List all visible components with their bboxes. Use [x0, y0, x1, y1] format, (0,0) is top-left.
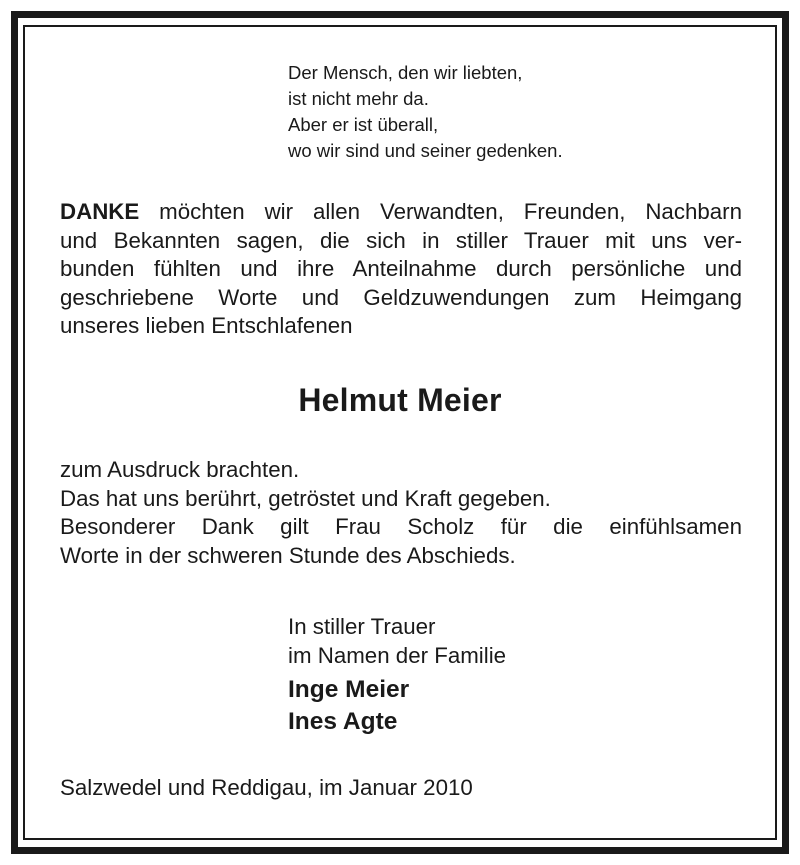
place-date: Salzwedel und Reddigau, im Januar 2010 — [60, 775, 473, 800]
expression-line: Worte in der schweren Stunde des Abschieds. — [60, 542, 516, 568]
expression-line: Besonderer Dank gilt Frau Scholz für die einfühlsamen — [60, 514, 742, 539]
expression-paragraph — [60, 456, 742, 570]
thanks-line: bunden fühlten und ihre Anteilnahme durch persönliche und — [60, 256, 742, 281]
expression-line: zum Ausdruck brachten. — [60, 457, 300, 482]
thanks-lead-word: DANKE — [60, 199, 140, 224]
thanks-line: geschriebene Worte und Geldzuwendungen zum Heimgang — [60, 284, 742, 310]
thanks-paragraph — [60, 198, 742, 341]
expression-line: Das hat uns berührt, getröstet und Kraft gegeben. — [60, 485, 551, 511]
signature-block — [288, 612, 506, 738]
poem-line: Aber er ist überall, — [288, 114, 439, 135]
signature-intro-line: im Namen der Familie — [288, 643, 507, 668]
thanks-line — [60, 198, 742, 227]
deceased-name: Helmut Meier — [298, 382, 502, 418]
signer-name: Inge Meier — [288, 676, 410, 703]
memorial-poem — [288, 60, 563, 164]
poem-line: ist nicht mehr da. — [288, 88, 429, 109]
poem-line: wo wir sind und seiner gedenken. — [288, 140, 563, 161]
signature-intro-line: In stiller Trauer — [288, 614, 436, 639]
thanks-line: und Bekannten sagen, die sich in stiller Trauer mit uns ver- — [60, 227, 742, 253]
thanks-line: unseres lieben Entschlafenen — [60, 313, 353, 338]
thanks-line-text: möchten wir allen Verwandten, Freunden, Nachbarn — [139, 199, 742, 224]
poem-line: Der Mensch, den wir liebten, — [288, 62, 523, 83]
signer-name: Ines Agte — [288, 708, 398, 735]
